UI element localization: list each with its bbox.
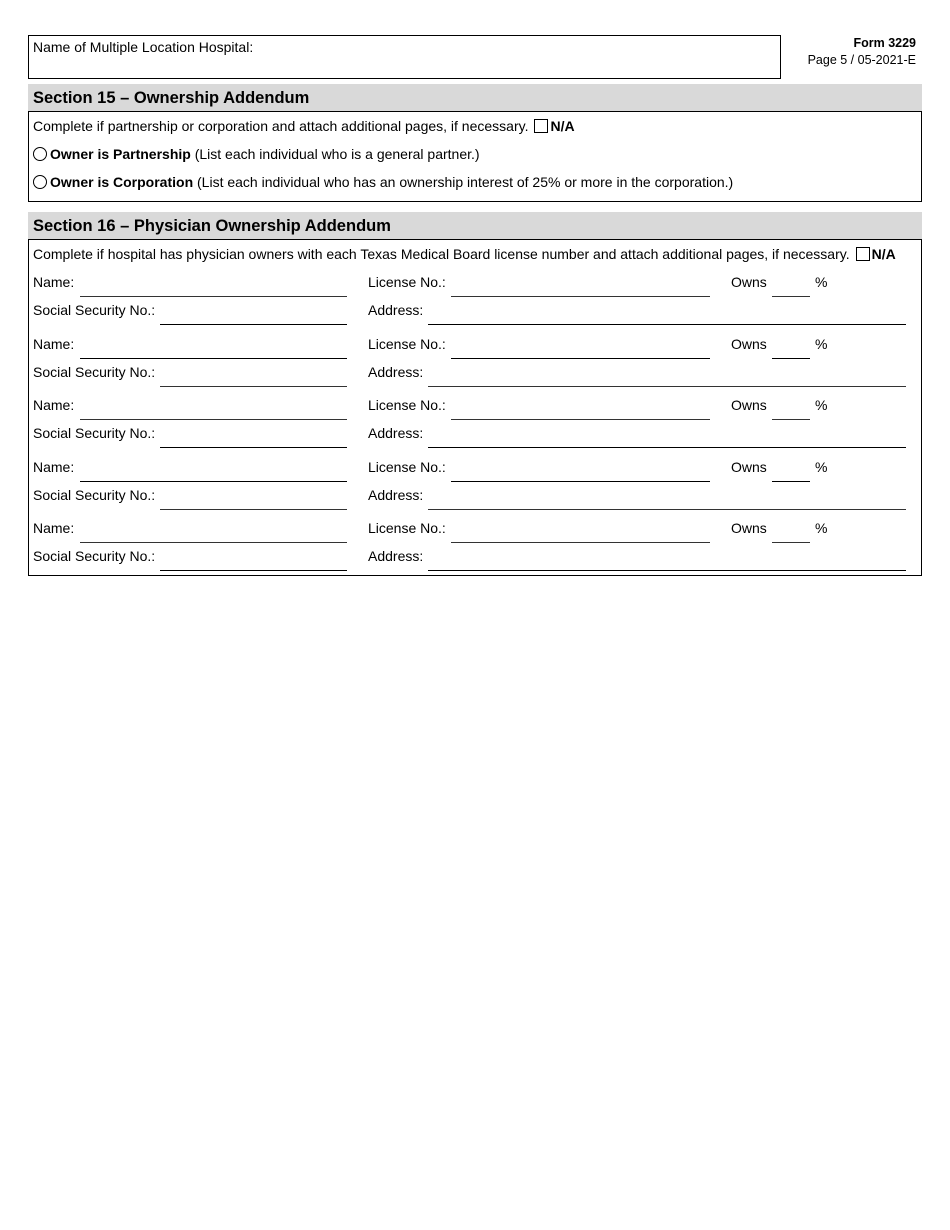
partnership-label: Owner is Partnership — [50, 146, 191, 162]
section15-na-label: N/A — [550, 118, 575, 134]
license-input[interactable] — [451, 542, 710, 543]
corporation-radio[interactable] — [33, 175, 47, 189]
ssn-input[interactable] — [160, 447, 347, 448]
section15-header: Section 15 – Ownership Addendum — [28, 84, 922, 112]
ssn-input[interactable] — [160, 509, 347, 510]
owns-label: Owns — [731, 397, 767, 413]
hospital-name-field[interactable] — [28, 35, 781, 79]
partnership-desc: (List each individual who is a general partner.) — [190, 146, 480, 162]
percent-label: % — [815, 520, 828, 536]
owns-label: Owns — [731, 520, 767, 536]
owns-percent-input[interactable] — [772, 296, 810, 297]
ssn-label: Social Security No.: — [33, 486, 156, 503]
address-input[interactable] — [428, 447, 906, 448]
corporation-option[interactable] — [33, 174, 733, 190]
section15-body — [28, 111, 922, 202]
license-label: License No.: — [368, 458, 446, 475]
name-input[interactable] — [80, 542, 347, 543]
section16-body — [28, 239, 922, 576]
address-label: Address: — [368, 548, 424, 564]
corporation-desc: (List each individual who has an ownership interest of 25% or more in the corporation.) — [193, 174, 734, 190]
section15-instruction-row — [33, 118, 575, 134]
ssn-input[interactable] — [160, 570, 347, 571]
percent-label: % — [815, 458, 828, 475]
name-label: Name: — [33, 520, 75, 536]
owns-label: Owns — [731, 335, 767, 352]
owns-label: Owns — [731, 274, 767, 290]
form-number: Form 3229 — [853, 36, 916, 50]
owns-percent-input[interactable] — [772, 481, 810, 482]
license-label: License No.: — [368, 335, 446, 352]
percent-label: % — [815, 274, 828, 290]
license-input[interactable] — [451, 358, 710, 359]
license-input[interactable] — [451, 296, 710, 297]
license-input[interactable] — [451, 419, 710, 420]
page-info: Page 5 / 05-2021-E — [807, 53, 916, 67]
section16-na-checkbox[interactable] — [856, 247, 870, 261]
name-label: Name: — [33, 274, 75, 290]
license-label: License No.: — [368, 520, 446, 536]
license-label: License No.: — [368, 397, 446, 413]
section16-na-label: N/A — [871, 246, 896, 262]
address-label: Address: — [368, 425, 424, 441]
address-label: Address: — [368, 486, 424, 503]
address-input[interactable] — [428, 509, 906, 510]
section15-na-checkbox[interactable] — [534, 119, 548, 133]
ssn-label: Social Security No.: — [33, 302, 156, 318]
partnership-radio[interactable] — [33, 147, 47, 161]
hospital-name-label: Name of Multiple Location Hospital: — [33, 39, 254, 55]
name-input[interactable] — [80, 358, 347, 359]
percent-label: % — [815, 397, 828, 413]
owns-percent-input[interactable] — [772, 419, 810, 420]
ssn-input[interactable] — [160, 386, 347, 387]
section15-instruction: Complete if partnership or corporation and attach additional pages, if necessary. — [33, 118, 529, 134]
form-identifier — [808, 35, 916, 69]
address-input[interactable] — [428, 386, 906, 387]
corporation-label: Owner is Corporation — [50, 174, 194, 190]
name-input[interactable] — [80, 296, 347, 297]
ssn-label: Social Security No.: — [33, 363, 156, 380]
address-label: Address: — [368, 363, 424, 380]
name-input[interactable] — [80, 481, 347, 482]
owns-percent-input[interactable] — [772, 542, 810, 543]
ssn-label: Social Security No.: — [33, 425, 156, 441]
section16-instruction-row — [33, 246, 896, 262]
owns-percent-input[interactable] — [772, 358, 810, 359]
name-label: Name: — [33, 397, 75, 413]
ssn-label: Social Security No.: — [33, 548, 156, 564]
section16-header: Section 16 – Physician Ownership Addendum — [28, 212, 922, 240]
address-input[interactable] — [428, 324, 906, 325]
owns-label: Owns — [731, 458, 767, 475]
license-label: License No.: — [368, 274, 446, 290]
partnership-option[interactable] — [33, 146, 480, 162]
license-input[interactable] — [451, 481, 710, 482]
name-label: Name: — [33, 458, 75, 475]
percent-label: % — [815, 335, 828, 352]
name-label: Name: — [33, 335, 75, 352]
name-input[interactable] — [80, 419, 347, 420]
address-label: Address: — [368, 302, 424, 318]
ssn-input[interactable] — [160, 324, 347, 325]
section16-instruction: Complete if hospital has physician owners with each Texas Medical Board license number and attach additional pages, if necessary. — [33, 246, 850, 262]
address-input[interactable] — [428, 570, 906, 571]
